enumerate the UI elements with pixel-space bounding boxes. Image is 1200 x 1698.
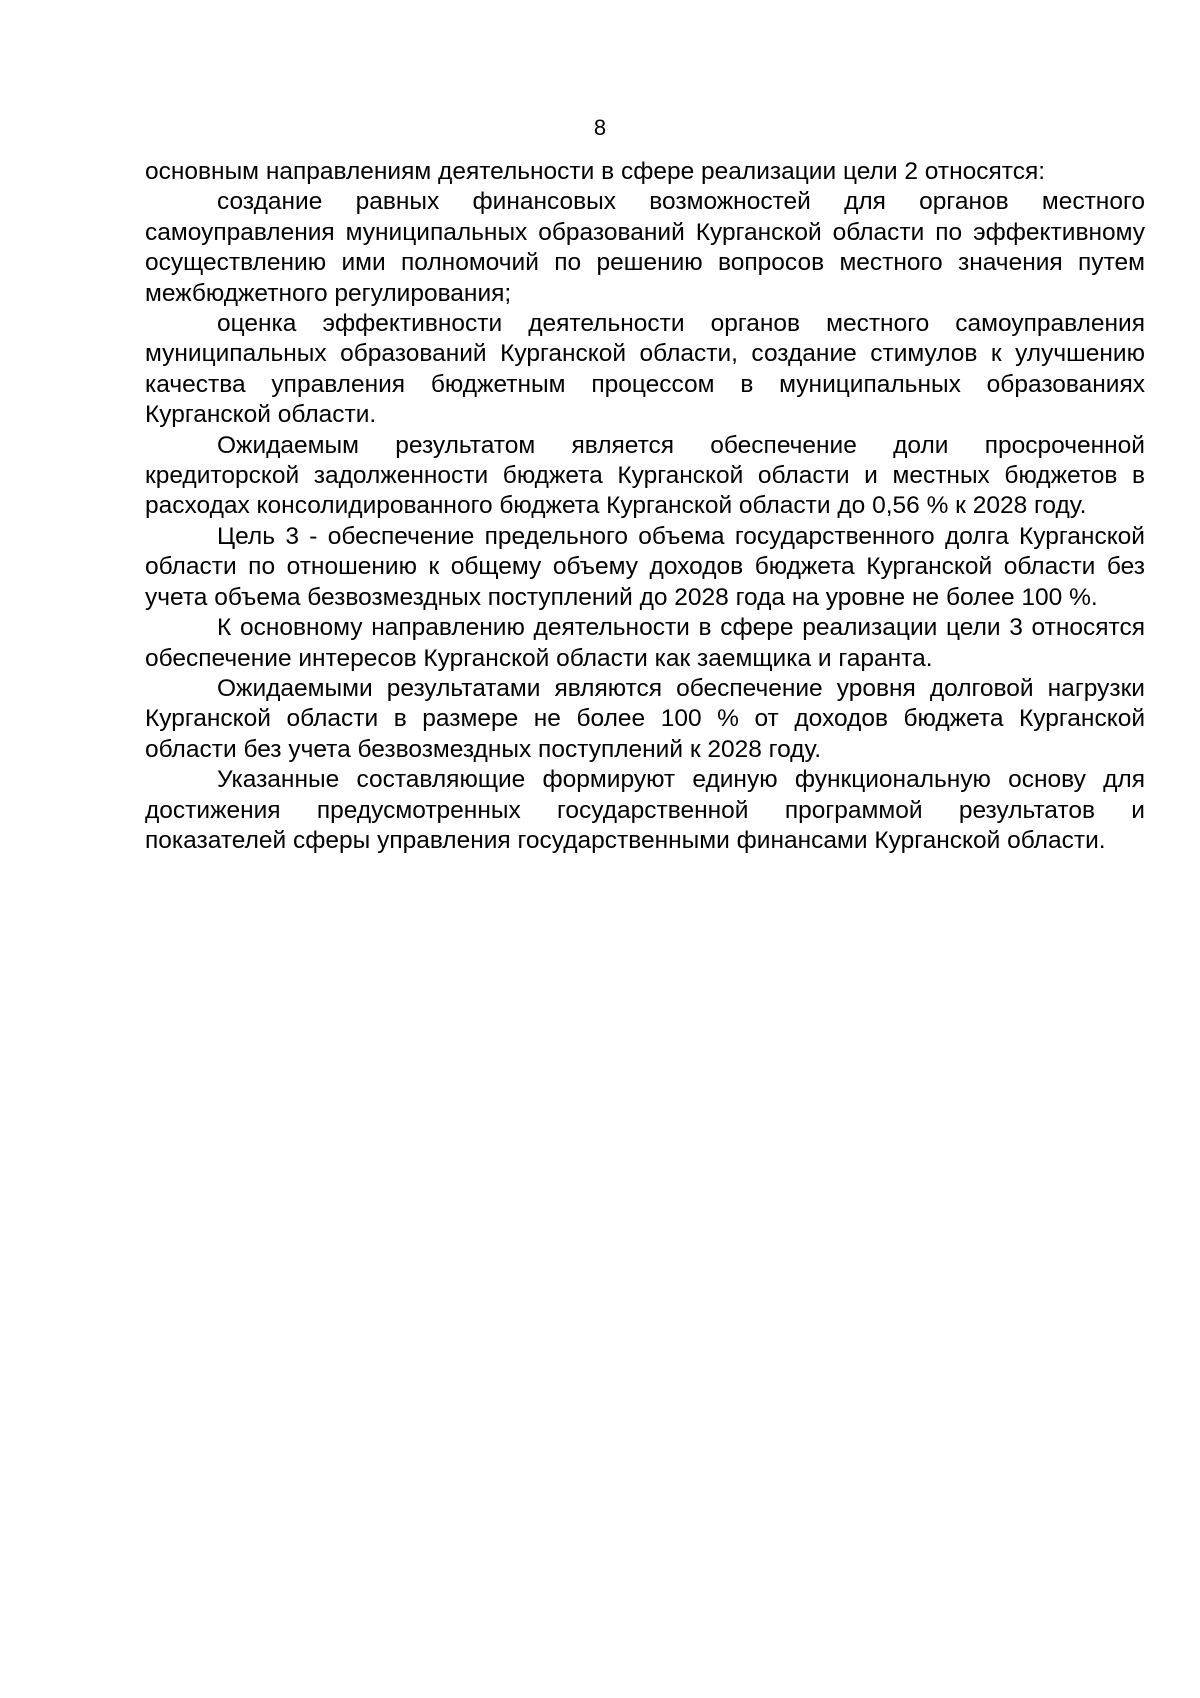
paragraph-conclusion: Указанные составляющие формируют единую функциональную основу для достижения предусмотренных государственной программой результатов и показателей сферы управления государственными финансами Курганской области. <box>145 766 1145 854</box>
document-body <box>145 157 1145 856</box>
paragraph-efficiency-assessment: оценка эффективности деятельности органов местного самоуправления муниципальных образований Курганской области, создание стимулов к улучшению качества управления бюджетным процессом в муниципальных образованиях Курганской области. <box>145 310 1145 429</box>
paragraph-expected-result-goal-2: Ожидаемым результатом является обеспечение доли просроченной кредиторской задолженности бюджета Курганской области и местных бюджетов в расходах консолидированного бюджета Курганской области до 0,56 % к 2028 году. <box>145 431 1145 520</box>
paragraph-expected-results-goal-3: Ожидаемыми результатами являются обеспечение уровня долговой нагрузки Курганской области в размере не более 100 % от доходов бюджета Курганской области без учета безвозмездных поступлений к 2028 году. <box>145 674 1145 763</box>
paragraph-goal-3: Цель 3 - обеспечение предельного объема государственного долга Курганской области по отношению к общему объему доходов бюджета Курганской области без учета объема безвозмездных поступлений до 2028 года на уровне не более 100 %. <box>145 522 1145 611</box>
paragraph-continuation: основным направлениям деятельности в сфере реализации цели 2 относятся: <box>145 158 1046 185</box>
paragraph-goal-3-direction: К основному направлению деятельности в сфере реализации цели 3 относятся обеспечение интересов Курганской области как заемщика и гаранта. <box>145 614 1145 672</box>
paragraph-equal-opportunities: создание равных финансовых возможностей для органов местного самоуправления муниципальных образований Курганской области по эффективному осуществлению ими полномочий по решению вопросов местного значения путем межбюджетного регулирования; <box>145 188 1145 307</box>
page-number: 8 <box>593 115 607 140</box>
